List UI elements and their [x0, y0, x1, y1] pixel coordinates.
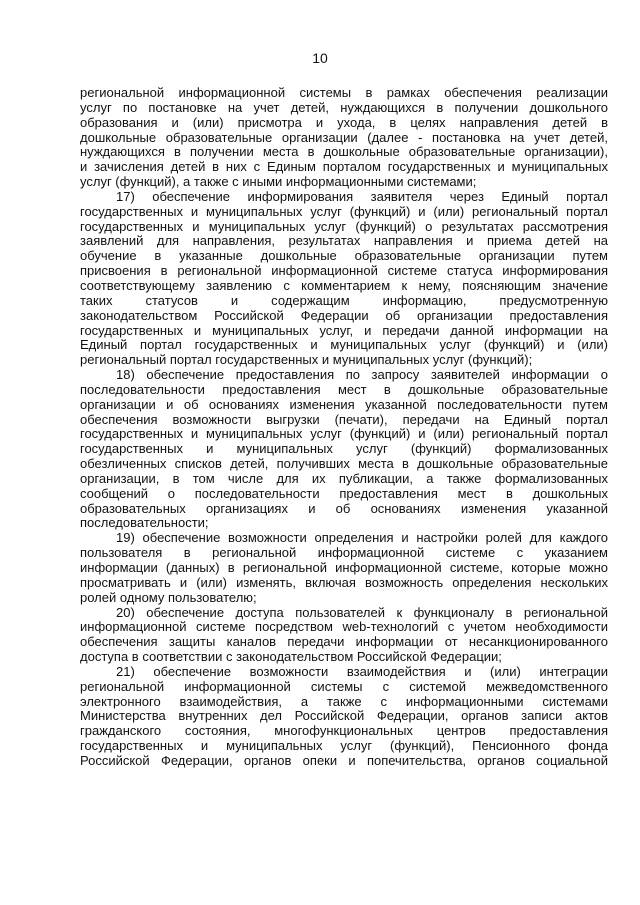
- text-line: обеспечения защиты каналов передачи информации от несанкционированного: [80, 634, 608, 650]
- text-line: образования и (или) присмотра и ухода, в целях направления детей в: [80, 114, 608, 130]
- text-line: и зачисления детей в них с Единым порталом государственных и муниципальных: [80, 159, 608, 175]
- document-body: [80, 86, 608, 769]
- text-line: просматривать и (или) изменять, включая возможность определения нескольких: [80, 574, 608, 590]
- text-line: государственных и муниципальных услуг (функций) формализованных: [80, 441, 608, 457]
- text-line: присвоения в региональной информационной системе статуса информирования: [80, 263, 608, 279]
- text-line: электронного взаимодействия, а также с информационными системами: [80, 693, 608, 709]
- text-line: пользователя в региональной информационной системе с указанием: [80, 545, 608, 561]
- text-line: последовательности;: [80, 515, 209, 531]
- text-line: организации и об основаниях изменения указанной последовательности путем: [80, 396, 608, 412]
- text-line: сообщений о последовательности предоставления мест в дошкольных: [80, 485, 608, 501]
- text-line: 17) обеспечение информирования заявителя через Единый портал: [116, 188, 608, 204]
- text-line: Единый портал государственных и муниципальных услуг (функций) и (или): [80, 337, 608, 353]
- text-line: таких статусов и содержащим информацию, предусмотренную: [80, 292, 608, 308]
- text-line: информации (данных) в региональной информационной системе, которые можно: [80, 560, 608, 575]
- text-line: информационной системе посредством web-технологий с учетом необходимости: [80, 619, 608, 635]
- text-line: Министерства внутренних дел Российской Федерации, органов записи актов: [80, 708, 608, 724]
- text-line: Российской Федерации, органов опеки и попечительства, органов социальной: [80, 752, 608, 768]
- text-line: 20) обеспечение доступа пользователей к функционалу в региональной: [116, 604, 608, 620]
- text-line: государственных и муниципальных услуг (функций) о результатах рассмотрения: [80, 218, 608, 234]
- text-line: организации, в том числе для их публикации, а также формализованных: [80, 470, 608, 486]
- text-line: региональной информационной системы в рамках обеспечения реализации: [80, 85, 608, 100]
- text-line: ролей одному пользователю;: [80, 589, 257, 605]
- text-line: обучение в указанные дошкольные образовательные организации путем: [80, 248, 608, 264]
- text-line: гражданского состояния, многофункциональных центров предоставления: [80, 723, 608, 739]
- text-line: заявлений для направления, результатах направления и приема детей на: [80, 233, 608, 249]
- text-line: образовательных организациях и об основаниях изменения указанной: [80, 500, 608, 516]
- text-line: обеспечения возможности выгрузки (печати), передачи на Единый портал: [80, 411, 608, 427]
- text-line: 18) обеспечение предоставления по запросу заявителей информации о: [116, 367, 608, 383]
- text-line: государственных и муниципальных услуг, и передачи данной информации на: [80, 322, 608, 338]
- text-line: дошкольные образовательные организации (далее - постановка на учет детей,: [80, 129, 608, 145]
- text-line: государственных и муниципальных услуг (функций) и (или) региональный портал: [80, 426, 608, 442]
- text-line: услуг по постановке на учет детей, нуждающихся в получении дошкольного: [80, 99, 608, 115]
- text-line: обезличенных списков детей, получивших места в дошкольные образовательные: [80, 456, 608, 472]
- text-line: нуждающихся в получении места в дошкольные образовательные организации),: [80, 144, 608, 160]
- text-line: услуг (функций), а также с иными информационными системами;: [80, 174, 477, 190]
- text-line: 19) обеспечение возможности определения и настройки ролей для каждого: [116, 530, 608, 546]
- text-line: государственных и муниципальных услуг (функций), Пенсионного фонда: [80, 738, 608, 754]
- text-line: законодательством Российской Федерации об организации предоставления: [80, 307, 608, 323]
- text-line: доступа в соответствии с законодательством Российской Федерации;: [80, 649, 502, 665]
- text-line: 21) обеспечение возможности взаимодействия и (или) интеграции: [116, 663, 608, 679]
- page-number: 10: [312, 50, 328, 66]
- text-line: соответствующему заявлению с комментарием к нему, поясняющим значение: [80, 277, 608, 293]
- text-line: региональный портал государственных и муниципальных услуг (функций);: [80, 352, 533, 368]
- text-line: государственных и муниципальных услуг (функций) и (или) региональный портал: [80, 203, 608, 219]
- text-line: последовательности предоставления мест в дошкольные образовательные: [80, 381, 608, 397]
- text-line: региональной информационной системы с системой межведомственного: [80, 678, 608, 694]
